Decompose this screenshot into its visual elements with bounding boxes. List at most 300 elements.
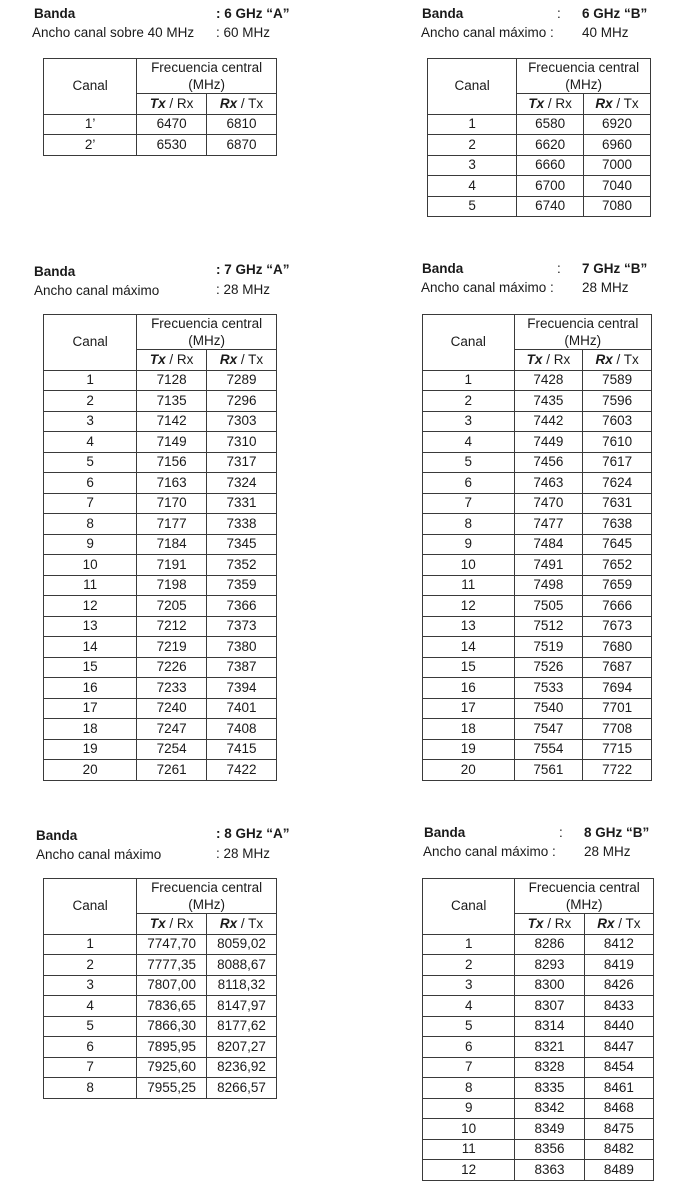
channel-cell: 3 [423, 411, 515, 432]
direction-rest: / Tx [237, 351, 264, 367]
rx-tx-cell: 7359 [207, 575, 277, 596]
rx-tx-cell: 7666 [583, 596, 652, 617]
table-row [423, 411, 652, 432]
table-row [423, 698, 652, 719]
rx-tx-header [207, 914, 277, 935]
channel-cell: 5 [423, 1016, 515, 1037]
tx-rx-cell: 7191 [137, 555, 207, 576]
rx-tx-cell: 7659 [583, 575, 652, 596]
canal-header: Canal [44, 59, 137, 115]
channel-cell: 1 [44, 370, 137, 391]
freq-header [137, 315, 277, 350]
channel-cell: 2 [44, 955, 137, 976]
header-row [423, 315, 652, 350]
channel-width-value: : 28 MHz [216, 282, 271, 297]
channel-cell: 15 [423, 657, 515, 678]
tx-rx-cell: 7477 [514, 514, 583, 535]
table-row [423, 493, 652, 514]
tx-rx-cell: 8328 [515, 1057, 584, 1078]
tx-rx-cell: 7149 [137, 432, 207, 453]
rx-tx-cell: 8207,27 [207, 1037, 277, 1058]
rx-tx-cell: 8088,67 [207, 955, 277, 976]
rx-tx-cell: 7289 [207, 370, 277, 391]
tx-rx-cell: 7925,60 [137, 1057, 207, 1078]
table-row [423, 452, 652, 473]
channel-cell: 14 [423, 637, 515, 658]
rx-tx-cell: 7680 [583, 637, 652, 658]
table-row [423, 391, 652, 412]
tx-rx-cell: 7184 [137, 534, 207, 555]
table-row [44, 555, 277, 576]
rx-tx-cell: 7652 [583, 555, 652, 576]
channel-cell: 8 [423, 514, 515, 535]
rx-tx-cell: 7324 [207, 473, 277, 494]
channel-cell: 10 [423, 1119, 515, 1140]
table-row [428, 155, 651, 176]
table-row [423, 370, 652, 391]
tx-rx-cell: 7484 [514, 534, 583, 555]
tx-rx-cell: 7561 [514, 760, 583, 781]
channel-width-value: 28 MHz [582, 280, 629, 295]
table-row [423, 678, 652, 699]
table-row [423, 1098, 654, 1119]
channel-cell: 5 [44, 452, 137, 473]
channel-cell: 11 [423, 1139, 515, 1160]
channel-cell: 7 [44, 493, 137, 514]
table-row [423, 575, 652, 596]
channel-cell: 20 [44, 760, 137, 781]
rx-tx-cell: 8059,02 [207, 934, 277, 955]
frequency-table [43, 314, 277, 781]
channel-cell: 7 [423, 1057, 515, 1078]
channel-cell: 20 [423, 760, 515, 781]
tx-rx-cell: 7540 [514, 698, 583, 719]
table-row [423, 555, 652, 576]
tx-rx-cell: 8356 [515, 1139, 584, 1160]
tx-rx-cell: 8342 [515, 1098, 584, 1119]
canal-header: Canal [428, 59, 517, 115]
table-row [44, 1078, 277, 1099]
table-row [44, 996, 277, 1017]
table-row [423, 473, 652, 494]
tx-rx-cell: 7955,25 [137, 1078, 207, 1099]
canal-header: Canal [44, 879, 137, 935]
direction-rest: / Tx [237, 915, 264, 931]
rx-tx-cell: 7589 [583, 370, 652, 391]
channel-cell: 16 [423, 678, 515, 699]
rx-tx-cell: 8489 [584, 1160, 653, 1181]
rx-tx-cell: 8475 [584, 1119, 653, 1140]
channel-cell: 6 [44, 473, 137, 494]
table-row [423, 1119, 654, 1140]
canal-header: Canal [44, 315, 137, 371]
tx-rx-cell: 7463 [514, 473, 583, 494]
channel-cell: 6 [423, 473, 515, 494]
freq-header-line1: Frecuencia central [151, 880, 263, 895]
channel-width-value: 28 MHz [584, 844, 631, 859]
channel-cell: 4 [44, 432, 137, 453]
channel-cell: 1 [44, 934, 137, 955]
band-label: Banda [422, 261, 464, 276]
channel-cell: 9 [44, 534, 137, 555]
rx-tx-cell: 8461 [584, 1078, 653, 1099]
rx-tx-cell: 7610 [583, 432, 652, 453]
rx-tx-cell: 8426 [584, 975, 653, 996]
direction-bold: Rx [595, 351, 613, 367]
table-row [44, 596, 277, 617]
rx-tx-cell: 6960 [584, 135, 651, 156]
table-row [44, 975, 277, 996]
channel-cell: 3 [423, 975, 515, 996]
band-colon: : [557, 6, 561, 21]
frequency-table [422, 314, 652, 781]
table-row [423, 657, 652, 678]
tx-rx-cell: 7807,00 [137, 975, 207, 996]
rx-tx-cell: 7345 [207, 534, 277, 555]
table-body [44, 934, 277, 1098]
channel-cell: 11 [423, 575, 515, 596]
table-header [44, 315, 277, 371]
table-row [428, 114, 651, 135]
tx-rx-cell: 7512 [514, 616, 583, 637]
band-label: Banda [424, 825, 466, 840]
freq-header-line2: (MHz) [188, 77, 225, 92]
direction-rest: / Rx [544, 95, 572, 111]
rx-tx-header [207, 94, 277, 115]
band-value: 8 GHz “B” [584, 825, 650, 840]
channel-cell: 8 [44, 514, 137, 535]
frequency-table [43, 878, 277, 1099]
tx-rx-cell: 7163 [137, 473, 207, 494]
rx-tx-cell: 7722 [583, 760, 652, 781]
direction-rest: / Rx [165, 351, 194, 367]
tx-rx-header [137, 94, 207, 115]
channel-cell: 3 [44, 411, 137, 432]
rx-tx-cell: 8447 [584, 1037, 653, 1058]
rx-tx-cell: 6920 [584, 114, 651, 135]
freq-header-line1: Frecuencia central [151, 316, 263, 331]
header-row [428, 59, 651, 94]
tx-rx-cell: 8286 [515, 934, 584, 955]
rx-tx-cell: 8266,57 [207, 1078, 277, 1099]
table-row [44, 1057, 277, 1078]
table-header [423, 879, 654, 935]
table-row [428, 176, 651, 197]
direction-rest: / Tx [612, 95, 639, 111]
direction-rest: / Tx [612, 351, 639, 367]
direction-rest: / Tx [614, 915, 641, 931]
tx-rx-cell: 7128 [137, 370, 207, 391]
table-row [44, 534, 277, 555]
table-row [423, 514, 652, 535]
channel-cell: 8 [423, 1078, 515, 1099]
direction-bold: Rx [219, 95, 238, 111]
table-row [423, 1139, 654, 1160]
rx-tx-cell: 7708 [583, 719, 652, 740]
tx-rx-cell: 7247 [137, 719, 207, 740]
rx-tx-cell: 8118,32 [207, 975, 277, 996]
table-body [423, 370, 652, 780]
table-row [428, 135, 651, 156]
direction-bold: Rx [595, 95, 613, 111]
direction-bold: Rx [219, 915, 238, 931]
tx-rx-cell: 7142 [137, 411, 207, 432]
frequency-table [43, 58, 277, 156]
channel-cell: 17 [44, 698, 137, 719]
channel-width-value: : 28 MHz [216, 846, 271, 861]
freq-header [137, 59, 277, 94]
channel-cell: 10 [423, 555, 515, 576]
tx-rx-cell: 7135 [137, 391, 207, 412]
channel-cell: 2 [423, 955, 515, 976]
tx-rx-header [514, 350, 583, 371]
channel-width-label: Ancho canal máximo : [421, 280, 554, 295]
tx-rx-header [517, 94, 584, 115]
rx-tx-cell: 8177,62 [207, 1016, 277, 1037]
tx-rx-cell: 6530 [137, 135, 207, 156]
freq-header-line2: (MHz) [565, 77, 602, 92]
channel-cell: 12 [423, 596, 515, 617]
rx-tx-cell: 7352 [207, 555, 277, 576]
tx-rx-header [137, 350, 207, 371]
rx-tx-cell: 7715 [583, 739, 652, 760]
table-row [423, 975, 654, 996]
freq-header [514, 315, 651, 350]
table-row [428, 196, 651, 217]
table-row [423, 739, 652, 760]
header-row [44, 59, 277, 94]
freq-header [517, 59, 651, 94]
band-value: : 8 GHz “A” [216, 826, 290, 841]
channel-cell: 18 [423, 719, 515, 740]
channel-cell: 4 [428, 176, 517, 197]
freq-header [137, 879, 277, 914]
tx-rx-cell: 7240 [137, 698, 207, 719]
tx-rx-cell: 7777,35 [137, 955, 207, 976]
tx-rx-cell: 7456 [514, 452, 583, 473]
tx-rx-cell: 7505 [514, 596, 583, 617]
channel-cell: 10 [44, 555, 137, 576]
table-row [44, 411, 277, 432]
rx-tx-cell: 7331 [207, 493, 277, 514]
rx-tx-cell: 8419 [584, 955, 653, 976]
tx-rx-cell: 8314 [515, 1016, 584, 1037]
rx-tx-cell: 7673 [583, 616, 652, 637]
table-row [44, 1016, 277, 1037]
tx-rx-cell: 8307 [515, 996, 584, 1017]
channel-cell: 14 [44, 637, 137, 658]
rx-tx-cell: 7701 [583, 698, 652, 719]
channel-width-label: Ancho canal máximo : [421, 25, 554, 40]
direction-bold: Tx [528, 95, 545, 111]
table-body [44, 370, 277, 780]
channel-cell: 1 [428, 114, 517, 135]
table-row [44, 473, 277, 494]
channel-cell: 2 [428, 135, 517, 156]
table-row [423, 1037, 654, 1058]
channel-cell: 5 [44, 1016, 137, 1037]
rx-tx-cell: 7624 [583, 473, 652, 494]
table-row [44, 760, 277, 781]
channel-cell: 2 [423, 391, 515, 412]
band-label: Banda [34, 6, 76, 21]
tx-rx-cell: 7526 [514, 657, 583, 678]
tx-rx-cell: 7261 [137, 760, 207, 781]
channel-cell: 6 [44, 1037, 137, 1058]
channel-cell: 5 [428, 196, 517, 217]
rx-tx-cell: 7303 [207, 411, 277, 432]
tx-rx-cell: 8349 [515, 1119, 584, 1140]
header-row [44, 879, 277, 914]
freq-header-line1: Frecuencia central [151, 60, 263, 75]
channel-width-value: : 60 MHz [216, 25, 271, 40]
tx-rx-cell: 7219 [137, 637, 207, 658]
table-row [44, 391, 277, 412]
tx-rx-cell: 6580 [517, 114, 584, 135]
band-value: : 7 GHz “A” [216, 262, 290, 277]
tx-rx-cell: 8321 [515, 1037, 584, 1058]
channel-cell: 16 [44, 678, 137, 699]
header-row [44, 315, 277, 350]
rx-tx-header [207, 350, 277, 371]
tx-rx-cell: 7866,30 [137, 1016, 207, 1037]
table-row [423, 934, 654, 955]
table-row [44, 514, 277, 535]
rx-tx-cell: 7596 [583, 391, 652, 412]
direction-bold: Tx [526, 351, 543, 367]
direction-bold: Rx [219, 351, 238, 367]
channel-cell: 4 [44, 996, 137, 1017]
channel-cell: 5 [423, 452, 515, 473]
direction-bold: Tx [149, 915, 166, 931]
tx-rx-cell: 8363 [515, 1160, 584, 1181]
channel-cell: 2 [44, 391, 137, 412]
channel-cell: 18 [44, 719, 137, 740]
rx-tx-cell: 7310 [207, 432, 277, 453]
rx-tx-cell: 7631 [583, 493, 652, 514]
tx-rx-cell: 7442 [514, 411, 583, 432]
channel-cell: 13 [423, 616, 515, 637]
table-row [44, 678, 277, 699]
table-header [423, 315, 652, 371]
band-value: 6 GHz “B” [582, 6, 648, 21]
rx-tx-cell: 7617 [583, 452, 652, 473]
rx-tx-cell: 7415 [207, 739, 277, 760]
rx-tx-header [584, 94, 651, 115]
rx-tx-cell: 7338 [207, 514, 277, 535]
tx-rx-cell: 7170 [137, 493, 207, 514]
freq-header-line2: (MHz) [564, 333, 602, 348]
table-row [423, 955, 654, 976]
table-row [44, 698, 277, 719]
rx-tx-cell: 7408 [207, 719, 277, 740]
direction-rest: / Rx [165, 915, 194, 931]
tx-rx-header [137, 914, 207, 935]
direction-rest: / Rx [542, 351, 571, 367]
rx-tx-cell: 7603 [583, 411, 652, 432]
channel-cell: 13 [44, 616, 137, 637]
tx-rx-cell: 6620 [517, 135, 584, 156]
rx-tx-cell: 7366 [207, 596, 277, 617]
tx-rx-cell: 6470 [137, 114, 207, 135]
rx-tx-cell: 7394 [207, 678, 277, 699]
band-colon: : [557, 261, 561, 276]
channel-cell: 12 [423, 1160, 515, 1181]
rx-tx-cell: 7296 [207, 391, 277, 412]
tx-rx-header [515, 914, 584, 935]
table-row [44, 493, 277, 514]
tx-rx-cell: 7747,70 [137, 934, 207, 955]
direction-bold: Tx [149, 95, 166, 111]
table-row [44, 432, 277, 453]
rx-tx-cell: 8440 [584, 1016, 653, 1037]
tx-rx-cell: 8300 [515, 975, 584, 996]
table-row [44, 575, 277, 596]
header-row [423, 879, 654, 914]
table-row [423, 1016, 654, 1037]
rx-tx-header [584, 914, 653, 935]
direction-bold: Rx [597, 915, 615, 931]
rx-tx-cell: 7040 [584, 176, 651, 197]
tx-rx-cell: 7435 [514, 391, 583, 412]
tx-rx-cell: 7226 [137, 657, 207, 678]
freq-header-line1: Frecuencia central [528, 880, 640, 895]
channel-cell: 1 [423, 370, 515, 391]
tx-rx-cell: 7205 [137, 596, 207, 617]
table-row [44, 114, 277, 135]
freq-header-line2: (MHz) [565, 897, 603, 912]
channel-cell: 3 [428, 155, 517, 176]
tx-rx-cell: 7177 [137, 514, 207, 535]
table-row [44, 719, 277, 740]
table-row [423, 1057, 654, 1078]
table-row [423, 760, 652, 781]
table-row [44, 452, 277, 473]
band-label: Banda [36, 828, 78, 843]
tx-rx-cell: 7233 [137, 678, 207, 699]
table-body [44, 114, 277, 155]
rx-tx-cell: 7687 [583, 657, 652, 678]
tx-rx-cell: 7533 [514, 678, 583, 699]
channel-cell: 9 [423, 534, 515, 555]
table-row [423, 637, 652, 658]
tx-rx-cell: 7836,65 [137, 996, 207, 1017]
table-row [423, 1160, 654, 1181]
canal-header: Canal [423, 879, 515, 935]
direction-rest: / Rx [543, 915, 572, 931]
tx-rx-cell: 7254 [137, 739, 207, 760]
rx-tx-cell: 8454 [584, 1057, 653, 1078]
channel-cell: 17 [423, 698, 515, 719]
table-row [423, 432, 652, 453]
table-row [44, 637, 277, 658]
table-row [423, 719, 652, 740]
direction-bold: Tx [527, 915, 544, 931]
table-body [428, 114, 651, 217]
rx-tx-cell: 6870 [207, 135, 277, 156]
tx-rx-cell: 7156 [137, 452, 207, 473]
table-header [428, 59, 651, 115]
table-header [44, 879, 277, 935]
rx-tx-cell: 6810 [207, 114, 277, 135]
tx-rx-cell: 7895,95 [137, 1037, 207, 1058]
direction-bold: Tx [149, 351, 166, 367]
channel-width-label: Ancho canal máximo [34, 283, 160, 298]
rx-tx-cell: 8236,92 [207, 1057, 277, 1078]
tx-rx-cell: 8335 [515, 1078, 584, 1099]
channel-cell: 2’ [44, 135, 137, 156]
channel-cell: 9 [423, 1098, 515, 1119]
